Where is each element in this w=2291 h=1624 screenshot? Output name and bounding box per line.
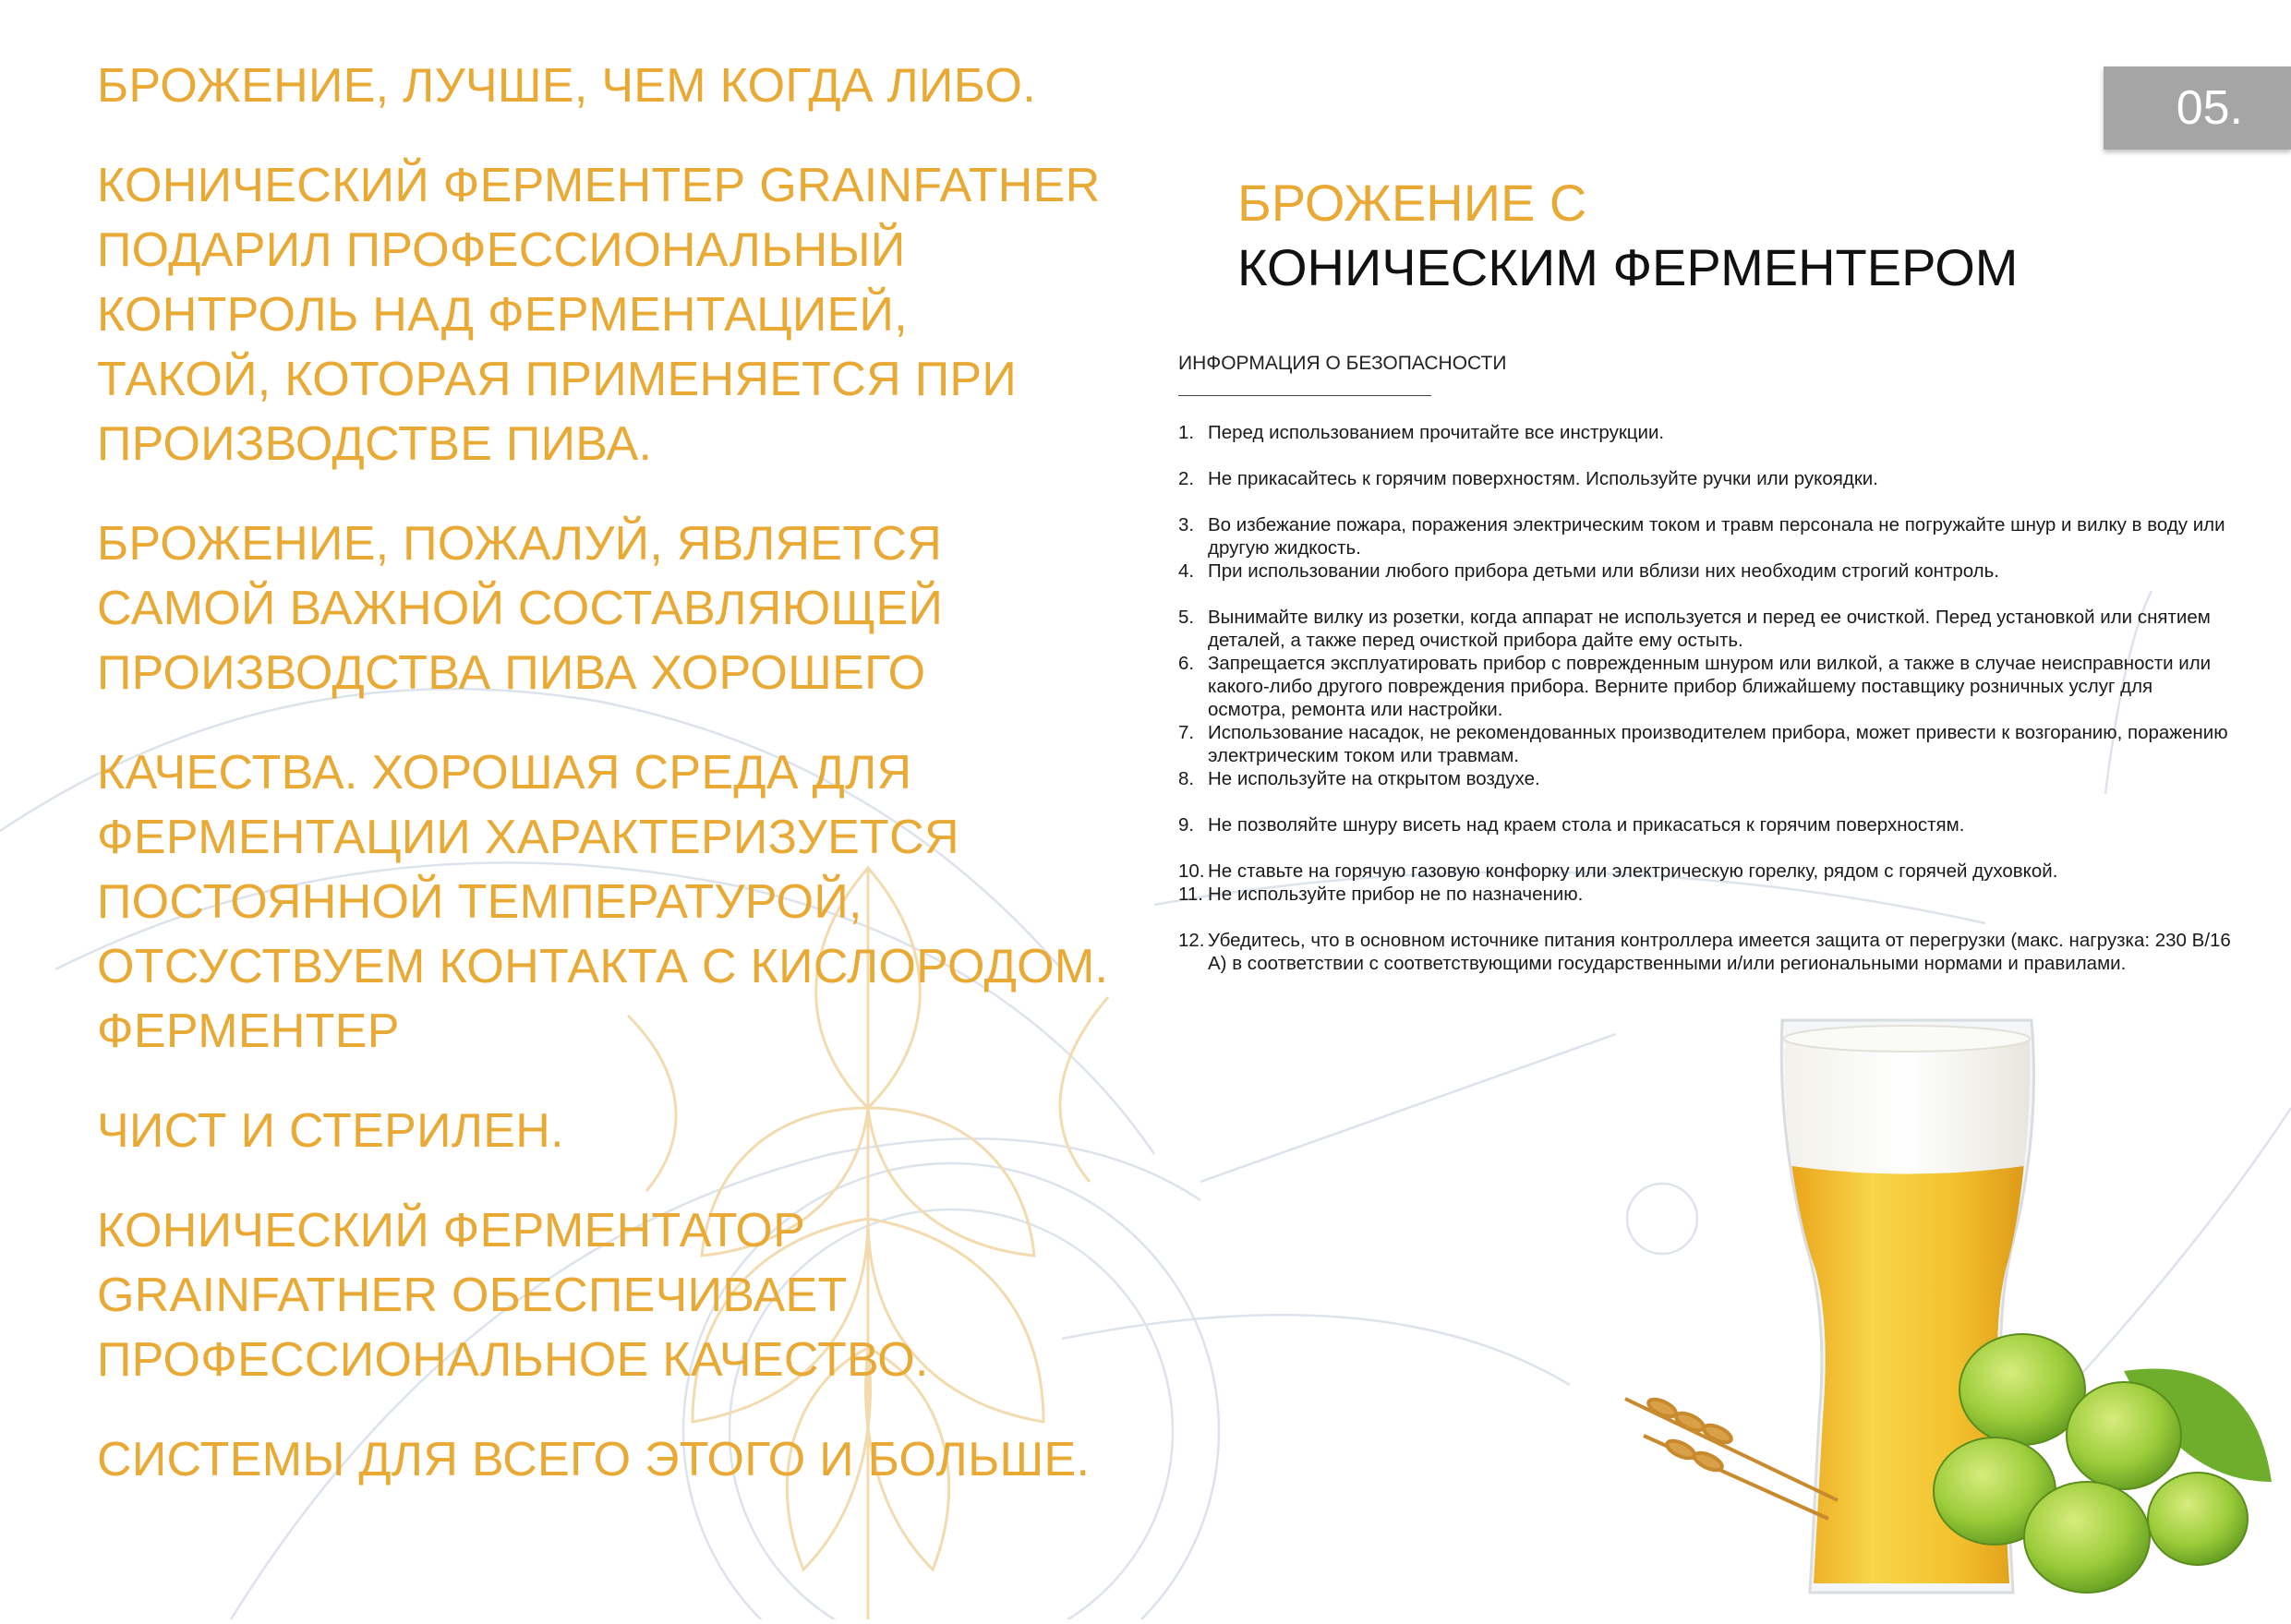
rule-text: Запрещается эксплуатировать прибор с поврежденным шнуром или вилкой, а также в случае неисправности или какого-либо другого повреждения прибора. Верните прибор ближайшему поставщику розничных услуг для осмотра, ремонта или настройки. [1208, 653, 2212, 720]
rule-text: Вынимайте вилку из розетки, когда аппарат не используется и перед ее очисткой. Перед установкой или снятием деталей, а также перед очисткой прибора дайте ему остыть. [1208, 607, 2211, 651]
rule-text: Не используйте на открытом воздухе. [1208, 768, 1540, 789]
left-paragraph-7: СИСТЕМЫ ДЛЯ ВСЕГО ЭТОГО И БОЛЬШЕ. [97, 1433, 1091, 1486]
list-item [1178, 513, 2231, 559]
left-paragraph-3: БРОЖЕНИЕ, ПОЖАЛУЙ, ЯВЛЯЕТСЯ САМОЙ ВАЖНОЙ СОСТАВЛЯЮЩЕЙ ПРОИЗВОДСТВА ПИВА ХОРОШЕГО [97, 517, 944, 700]
heading-underline [1178, 395, 1431, 396]
rule-number: 6. [1178, 653, 1195, 674]
rule-text: Не позволяйте шнуру висеть над краем стола и прикасаться к горячим поверхностям. [1208, 814, 1965, 836]
list-item [1178, 813, 2231, 836]
left-paragraph-6: КОНИЧЕСКИЙ ФЕРМЕНТАТОР GRAINFATHER ОБЕСПЕЧИВАЕТ ПРОФЕССИОНАЛЬНОЕ КАЧЕСТВО. [97, 1204, 929, 1387]
left-paragraph-5: ЧИСТ И СТЕРИЛЕН. [97, 1104, 564, 1158]
rule-number: 3. [1178, 514, 1195, 535]
beer-glass-image [1607, 1002, 2291, 1619]
rule-number: 1. [1178, 422, 1195, 443]
list-item [1178, 652, 2231, 721]
left-paragraph-1: БРОЖЕНИЕ, ЛУЧШЕ, ЧЕМ КОГДА ЛИБО. [97, 59, 1037, 113]
list-item [1178, 467, 2231, 490]
list-item [1178, 721, 2231, 767]
left-paragraph-2: КОНИЧЕСКИЙ ФЕРМЕНТЕР GRAINFATHER ПОДАРИЛ ПРОФЕССИОНАЛЬНЫЙ КОНТРОЛЬ НАД ФЕРМЕНТАЦИЕЙ, ТАКОЙ, КОТОРАЯ ПРИМЕНЯЕТСЯ ПРИ ПРОИЗВОДСТВЕ ПИВА. [97, 159, 1101, 471]
rule-number: 7. [1178, 722, 1195, 743]
list-item [1178, 860, 2231, 883]
rule-number: 8. [1178, 768, 1195, 789]
page-number: 05. [2176, 81, 2243, 135]
rule-text: При использовании любого прибора детьми или вблизи них необходим строгий контроль. [1208, 560, 2000, 582]
page-number-tab [2104, 66, 2291, 150]
safety-heading: ИНФОРМАЦИЯ О БЕЗОПАСНОСТИ [1178, 353, 1507, 374]
list-item [1178, 606, 2231, 652]
list-item [1178, 929, 2231, 975]
rule-number: 10. [1178, 860, 1205, 882]
list-item [1178, 421, 2231, 444]
title-line-1: БРОЖЕНИЕ С [1237, 174, 1587, 232]
list-item [1178, 883, 2231, 906]
rule-text: Не ставьте на горячую газовую конфорку или электрическую горелку, рядом с горячей духовкой. [1208, 860, 2058, 882]
list-item [1178, 559, 2231, 583]
rule-number: 2. [1178, 468, 1195, 489]
rule-text: Не используйте прибор не по назначению. [1208, 884, 1584, 905]
rule-number: 5. [1178, 607, 1195, 628]
rule-number: 11. [1178, 884, 1203, 905]
rule-number: 9. [1178, 814, 1195, 836]
rule-text: Использование насадок, не рекомендованных производителем прибора, может привести к возгоранию, поражению электрическим током или травмам. [1208, 722, 2228, 766]
rule-number: 12. [1178, 930, 1205, 951]
left-paragraph-4: КАЧЕСТВА. ХОРОШАЯ СРЕДА ДЛЯ ФЕРМЕНТАЦИИ ХАРАКТЕРИЗУЕТСЯ ПОСТОЯННОЙ ТЕМПЕРАТУРОЙ, ОТСУСТВУЕМ КОНТАКТА С КИСЛОРОДОМ. ФЕРМЕНТЕР [97, 746, 1109, 1058]
rule-text: Во избежание пожара, поражения электрическим током и травм персонала не погружайте шнур и вилку в воду или другую жидкость. [1208, 514, 2225, 559]
rule-text: Убедитесь, что в основном источнике питания контроллера имеется защита от перегрузки (макс. нагрузка: 230 В/16 А) в соответствии с соответствующими государственными и/или региональными нормами и правилами. [1208, 930, 2231, 974]
list-item [1178, 767, 2231, 790]
left-column-text [97, 54, 1150, 1492]
title-line-2: КОНИЧЕСКИМ ФЕРМЕНТЕРОМ [1237, 238, 2019, 296]
rule-number: 4. [1178, 560, 1195, 582]
rule-text: Перед использованием прочитайте все инструкции. [1208, 422, 1665, 443]
rule-text: Не прикасайтесь к горячим поверхностям. Используйте ручки или рукоядки. [1208, 468, 1878, 489]
section-title [1237, 171, 2161, 300]
